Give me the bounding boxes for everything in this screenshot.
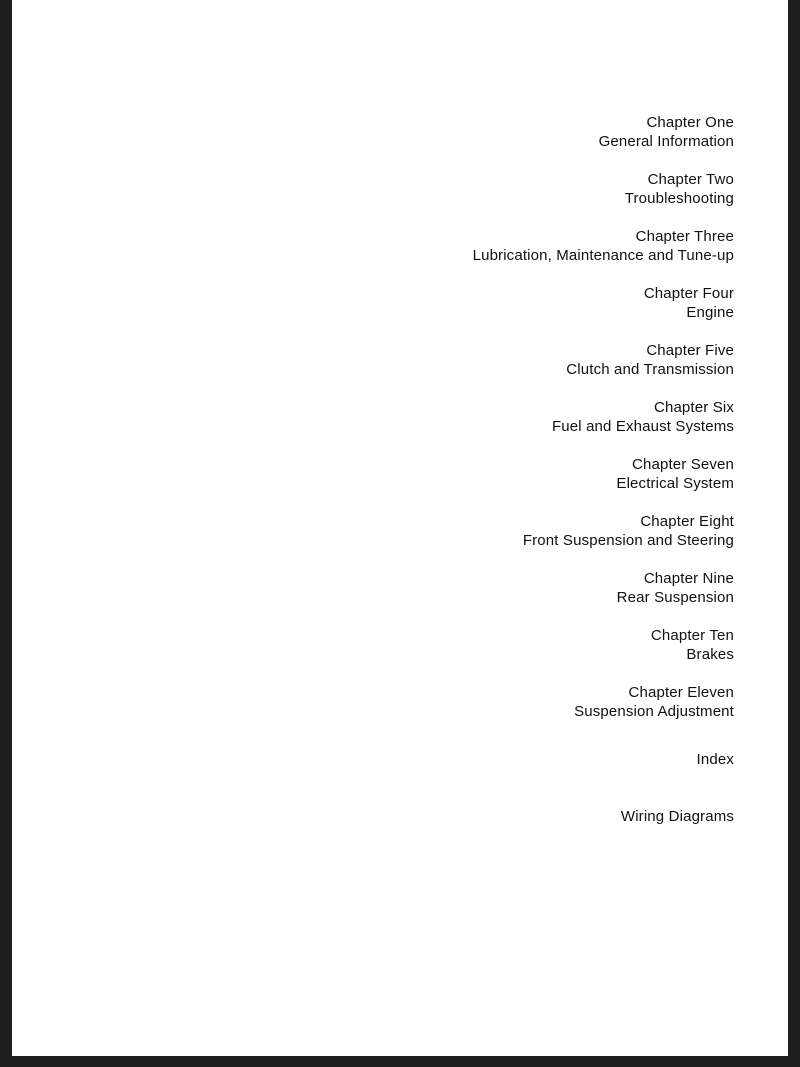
chapter-label: Chapter One [646, 114, 734, 131]
toc-entry-chapter-eleven[interactable] [234, 684, 734, 741]
chapter-title: Electrical System [616, 474, 734, 492]
toc-entry-chapter-one[interactable] [234, 114, 734, 171]
chapter-label: Chapter Eleven [628, 684, 734, 701]
wiring-diagrams-label: Wiring Diagrams [620, 808, 734, 825]
chapter-label: Chapter Nine [643, 570, 734, 587]
index-label: Index [696, 751, 734, 768]
chapter-title: Troubleshooting [624, 189, 734, 207]
document-page [12, 0, 788, 1056]
chapter-label: Chapter Six [653, 399, 734, 416]
toc-entry-chapter-four[interactable] [234, 285, 734, 342]
chapter-label: Chapter Four [643, 285, 734, 302]
chapter-title: Lubrication, Maintenance and Tune-up [472, 246, 734, 264]
toc-entry-chapter-nine[interactable] [234, 570, 734, 627]
toc-entry-wiring-diagrams[interactable] [234, 798, 734, 855]
chapter-label: Chapter Eight [640, 513, 734, 530]
chapter-label: Chapter Two [647, 171, 734, 188]
table-of-contents [234, 114, 734, 855]
toc-entry-chapter-ten[interactable] [234, 627, 734, 684]
chapter-label: Chapter Ten [650, 627, 734, 644]
chapter-title: Engine [686, 303, 734, 321]
toc-entry-chapter-eight[interactable] [234, 513, 734, 570]
chapter-title: Front Suspension and Steering [522, 531, 734, 549]
chapter-label: Chapter Seven [631, 456, 734, 473]
toc-entry-chapter-seven[interactable] [234, 456, 734, 513]
toc-entry-chapter-three[interactable] [234, 228, 734, 285]
chapter-title: Suspension Adjustment [574, 702, 734, 720]
chapter-title: Rear Suspension [616, 588, 734, 606]
chapter-title: Brakes [686, 645, 734, 663]
toc-entry-chapter-two[interactable] [234, 171, 734, 228]
toc-entry-index[interactable] [234, 741, 734, 798]
chapter-label: Chapter Five [646, 342, 734, 359]
chapter-label: Chapter Three [635, 228, 734, 245]
chapter-title: General Information [598, 132, 734, 150]
chapter-title: Clutch and Transmission [566, 360, 734, 378]
chapter-title: Fuel and Exhaust Systems [551, 417, 734, 435]
toc-entry-chapter-five[interactable] [234, 342, 734, 399]
toc-entry-chapter-six[interactable] [234, 399, 734, 456]
